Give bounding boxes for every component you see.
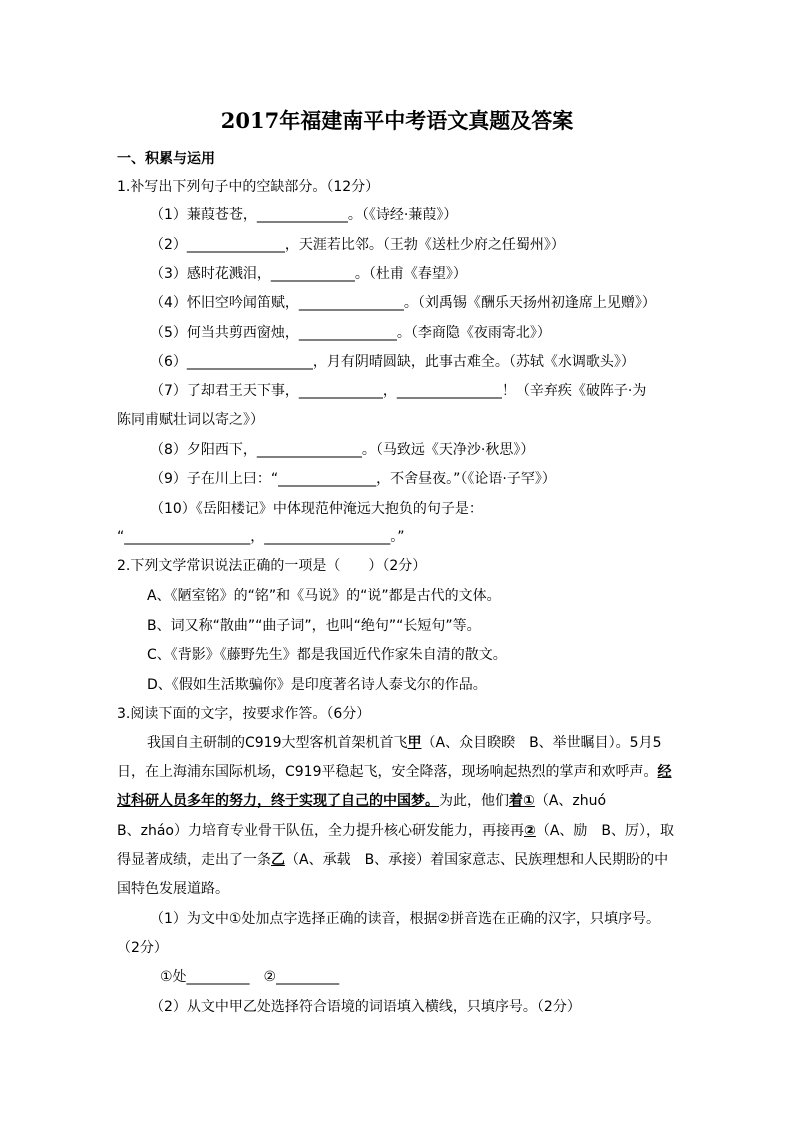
- q1-item-8: （8）夕阳西下，_______________。（马致远《天净沙·秋思》）: [150, 442, 535, 458]
- question-1-stem: 1.补写出下列句子中的空缺部分。（12分）: [117, 179, 380, 195]
- question-2-stem: 2.下列文学常识说法正确的一项是（ ）（2分）: [117, 558, 427, 574]
- q1-item-4: （4）怀旧空吟闻笛赋，_______________。（刘禹锡《酬乐天扬州初逢席上见赠》）: [150, 295, 656, 311]
- q3-passage-line-4: [117, 822, 674, 840]
- underlined-sentence: 经: [657, 764, 672, 780]
- blank-mark-yi: 乙: [271, 852, 285, 868]
- q2-option-c: C、《背影》《藤野先生》都是我国近代作家朱自清的散文。: [147, 647, 507, 663]
- q3-sub-question-1-score: （2分）: [117, 940, 168, 956]
- passage-text: 日，在上海浦东国际机场，C919平稳起飞，安全降落，现场响起热烈的掌声和欢呼声。: [117, 764, 658, 780]
- underlined-sentence: 过科研人员多年的努力，终于实现了自己的中国梦。: [117, 793, 439, 809]
- passage-text: 为此，他们: [439, 793, 509, 809]
- passage-text: 我国自主研制的C919大型客机首架机首飞: [147, 735, 408, 751]
- q1-item-1: （1）蒹葭苍苍，_____________。（《诗经·蒹葭》）: [150, 207, 458, 223]
- passage-text: （A、zhuó: [534, 793, 607, 809]
- question-3-stem: 3.阅读下面的文字，按要求作答。（6分）: [117, 706, 371, 722]
- passage-text: 得显著成绩，走出了一条: [117, 852, 271, 868]
- q1-item-7: （7）了却君王天下事，____________，_______________！（辛弃疾《破阵子·为: [150, 383, 647, 399]
- page-title: 2017年福建南平中考语文真题及答案: [220, 108, 574, 133]
- mark-2: ②: [523, 823, 536, 839]
- q1-item-10-blanks: “__________________，__________________。”: [117, 529, 405, 545]
- q1-item-5: （5）何当共剪西窗烛，______________。（李商隐《夜雨寄北》）: [150, 325, 551, 341]
- q1-item-9: （9）子在川上曰：“______________，不舍昼夜。”（《论语·子罕》）: [150, 471, 556, 487]
- section-heading: 一、积累与运用: [117, 151, 215, 167]
- q1-item-3: （3）感时花溅泪，____________。（杜甫《春望》）: [150, 266, 467, 282]
- q1-item-6: （6）__________________，月有阴晴圆缺，此事古难全。（苏轼《水调歌头》）: [150, 354, 635, 370]
- q1-item-10: （10）《岳阳楼记》中体现范仲淹远大抱负的句子是：: [150, 501, 483, 517]
- q3-passage-line-6: 国特色发展道路。: [117, 881, 229, 897]
- passage-text: B、zháo）力培育专业骨干队伍，全力提升核心研发能力，再接再: [117, 823, 524, 839]
- q1-item-2: （2）______________，天涯若比邻。（王勃《送杜少府之任蜀州》）: [150, 237, 565, 253]
- passage-text: （A、励 B、厉），取: [535, 823, 675, 839]
- q2-option-a: A、《陋室铭》的“铭”和《马说》的“说”都是古代的文体。: [147, 588, 501, 604]
- q1-item-7-cont: 陈同甫赋壮词以寄之》）: [117, 412, 264, 428]
- q2-option-b: B、词又称“散曲”“曲子词”，也叫“绝句”“长短句”等。: [147, 618, 481, 634]
- passage-text: （A、承载 B、承接）着国家意志、民族理想和人民期盼的中: [285, 852, 669, 868]
- q3-passage-line-1: [147, 734, 662, 752]
- answer-line: ①处_________ ②_________: [160, 969, 340, 985]
- q3-sub-question-2: （2）从文中甲乙处选择符合语境的词语填入横线，只填序号。（2分）: [150, 999, 581, 1015]
- passage-text: （A、众目睽睽 B、举世瞩目）。5月5: [421, 735, 662, 751]
- q3-passage-line-3: [117, 792, 606, 810]
- blank-mark-jia: 甲: [407, 735, 422, 751]
- q3-passage-line-2: [117, 763, 672, 781]
- mark-1: 着①: [509, 793, 535, 809]
- q2-option-d: D、《假如生活欺骗你》是印度著名诗人泰戈尔的作品。: [147, 677, 487, 693]
- q3-passage-line-5: [117, 851, 668, 869]
- q3-sub-question-1: （1）为文中①处加点字选择正确的读音，根据②拼音选在正确的汉字，只填序号。: [150, 911, 661, 927]
